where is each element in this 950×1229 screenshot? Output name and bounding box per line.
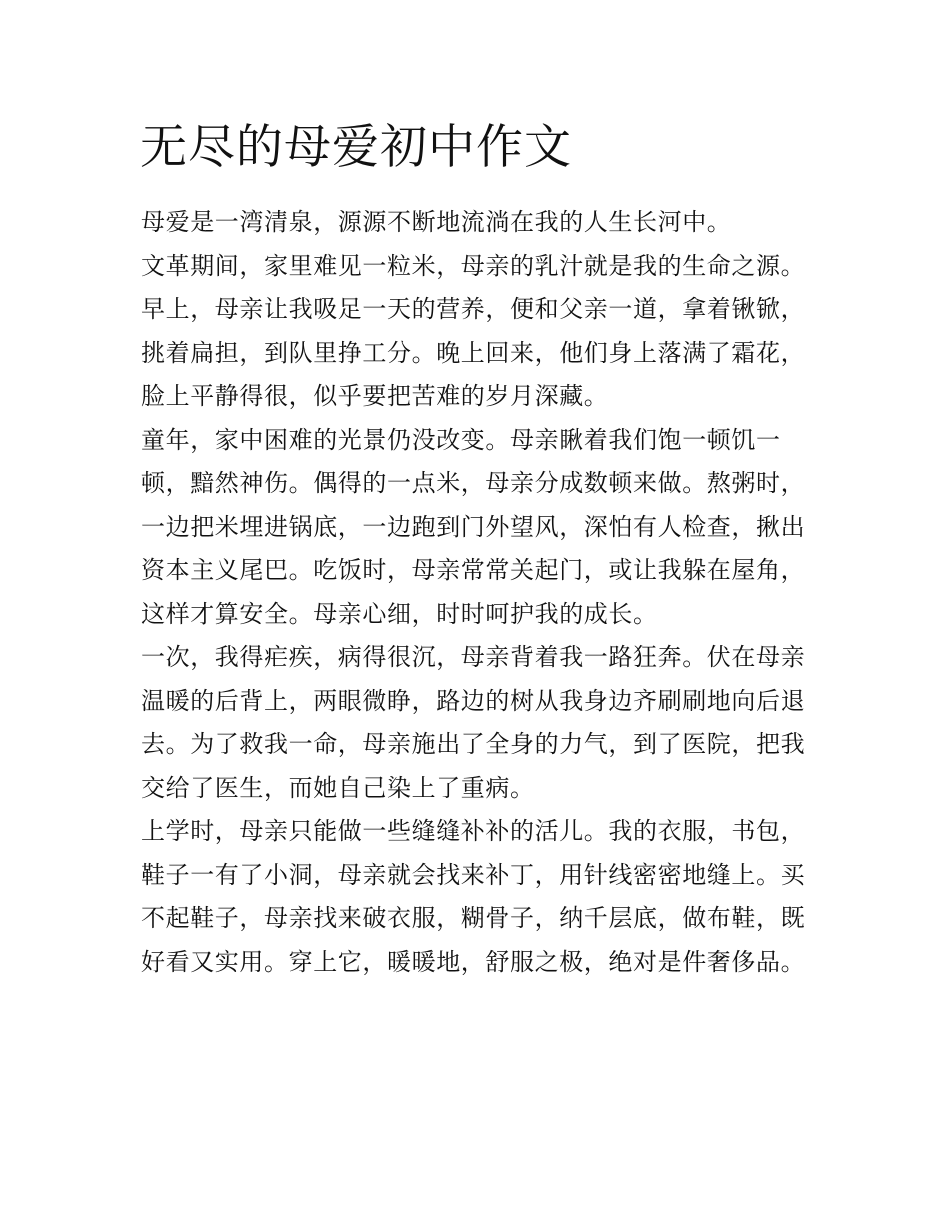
text-line: 早上，母亲让我吸足一天的营养，便和父亲一道，拿着锹锨， — [141, 295, 806, 323]
text-line: 文革期间，家里难见一粒米，母亲的乳汁就是我的生命之源。 — [141, 251, 806, 280]
text-line: 一边把米埋进锅底，一边跑到门外望风，深怕有人检查，揪出 — [141, 512, 806, 541]
text-line: 脸上平静得很，似乎要把苦难的岁月深藏。 — [141, 382, 609, 410]
text-line: 鞋子一有了小洞，母亲就会找来补丁，用针线密密地缝上。买 — [141, 860, 806, 889]
text-line: 资本主义尾巴。吃饭时，母亲常常关起门，或让我躲在屋角， — [141, 556, 806, 584]
text-line: 顿，黯然神伤。偶得的一点米，母亲分成数顿来做。熬粥时， — [141, 469, 806, 497]
text-line: 一次，我得疟疾，病得很沉，母亲背着我一路狂奔。伏在母亲 — [141, 643, 806, 671]
text-line: 这样才算安全。母亲心细，时时呵护我的成长。 — [141, 599, 658, 628]
document-body — [141, 201, 821, 984]
text-line: 童年，家中困难的光景仍没改变。母亲瞅着我们饱一顿饥一 — [141, 425, 781, 454]
text-line: 好看又实用。穿上它，暖暖地，舒服之极，绝对是件奢侈品。 — [141, 947, 806, 976]
text-line: 去。为了救我一命，母亲施出了全身的力气，到了医院，把我 — [141, 730, 806, 758]
document-title: 无尽的母爱初中作文 — [140, 120, 572, 175]
text-line: 挑着扁担，到队里挣工分。晚上回来，他们身上落满了霜花， — [141, 338, 806, 367]
text-line: 交给了医生，而她自己染上了重病。 — [141, 773, 535, 802]
text-line: 温暖的后背上，两眼微睁，路边的树从我身边齐刷刷地向后退 — [141, 686, 806, 715]
text-line: 上学时，母亲只能做一些缝缝补补的活儿。我的衣服，书包， — [141, 817, 806, 845]
text-line: 不起鞋子，母亲找来破衣服，糊骨子，纳千层底，做布鞋，既 — [141, 904, 806, 932]
text-line: 母爱是一湾清泉，源源不断地流淌在我的人生长河中。 — [141, 208, 732, 236]
